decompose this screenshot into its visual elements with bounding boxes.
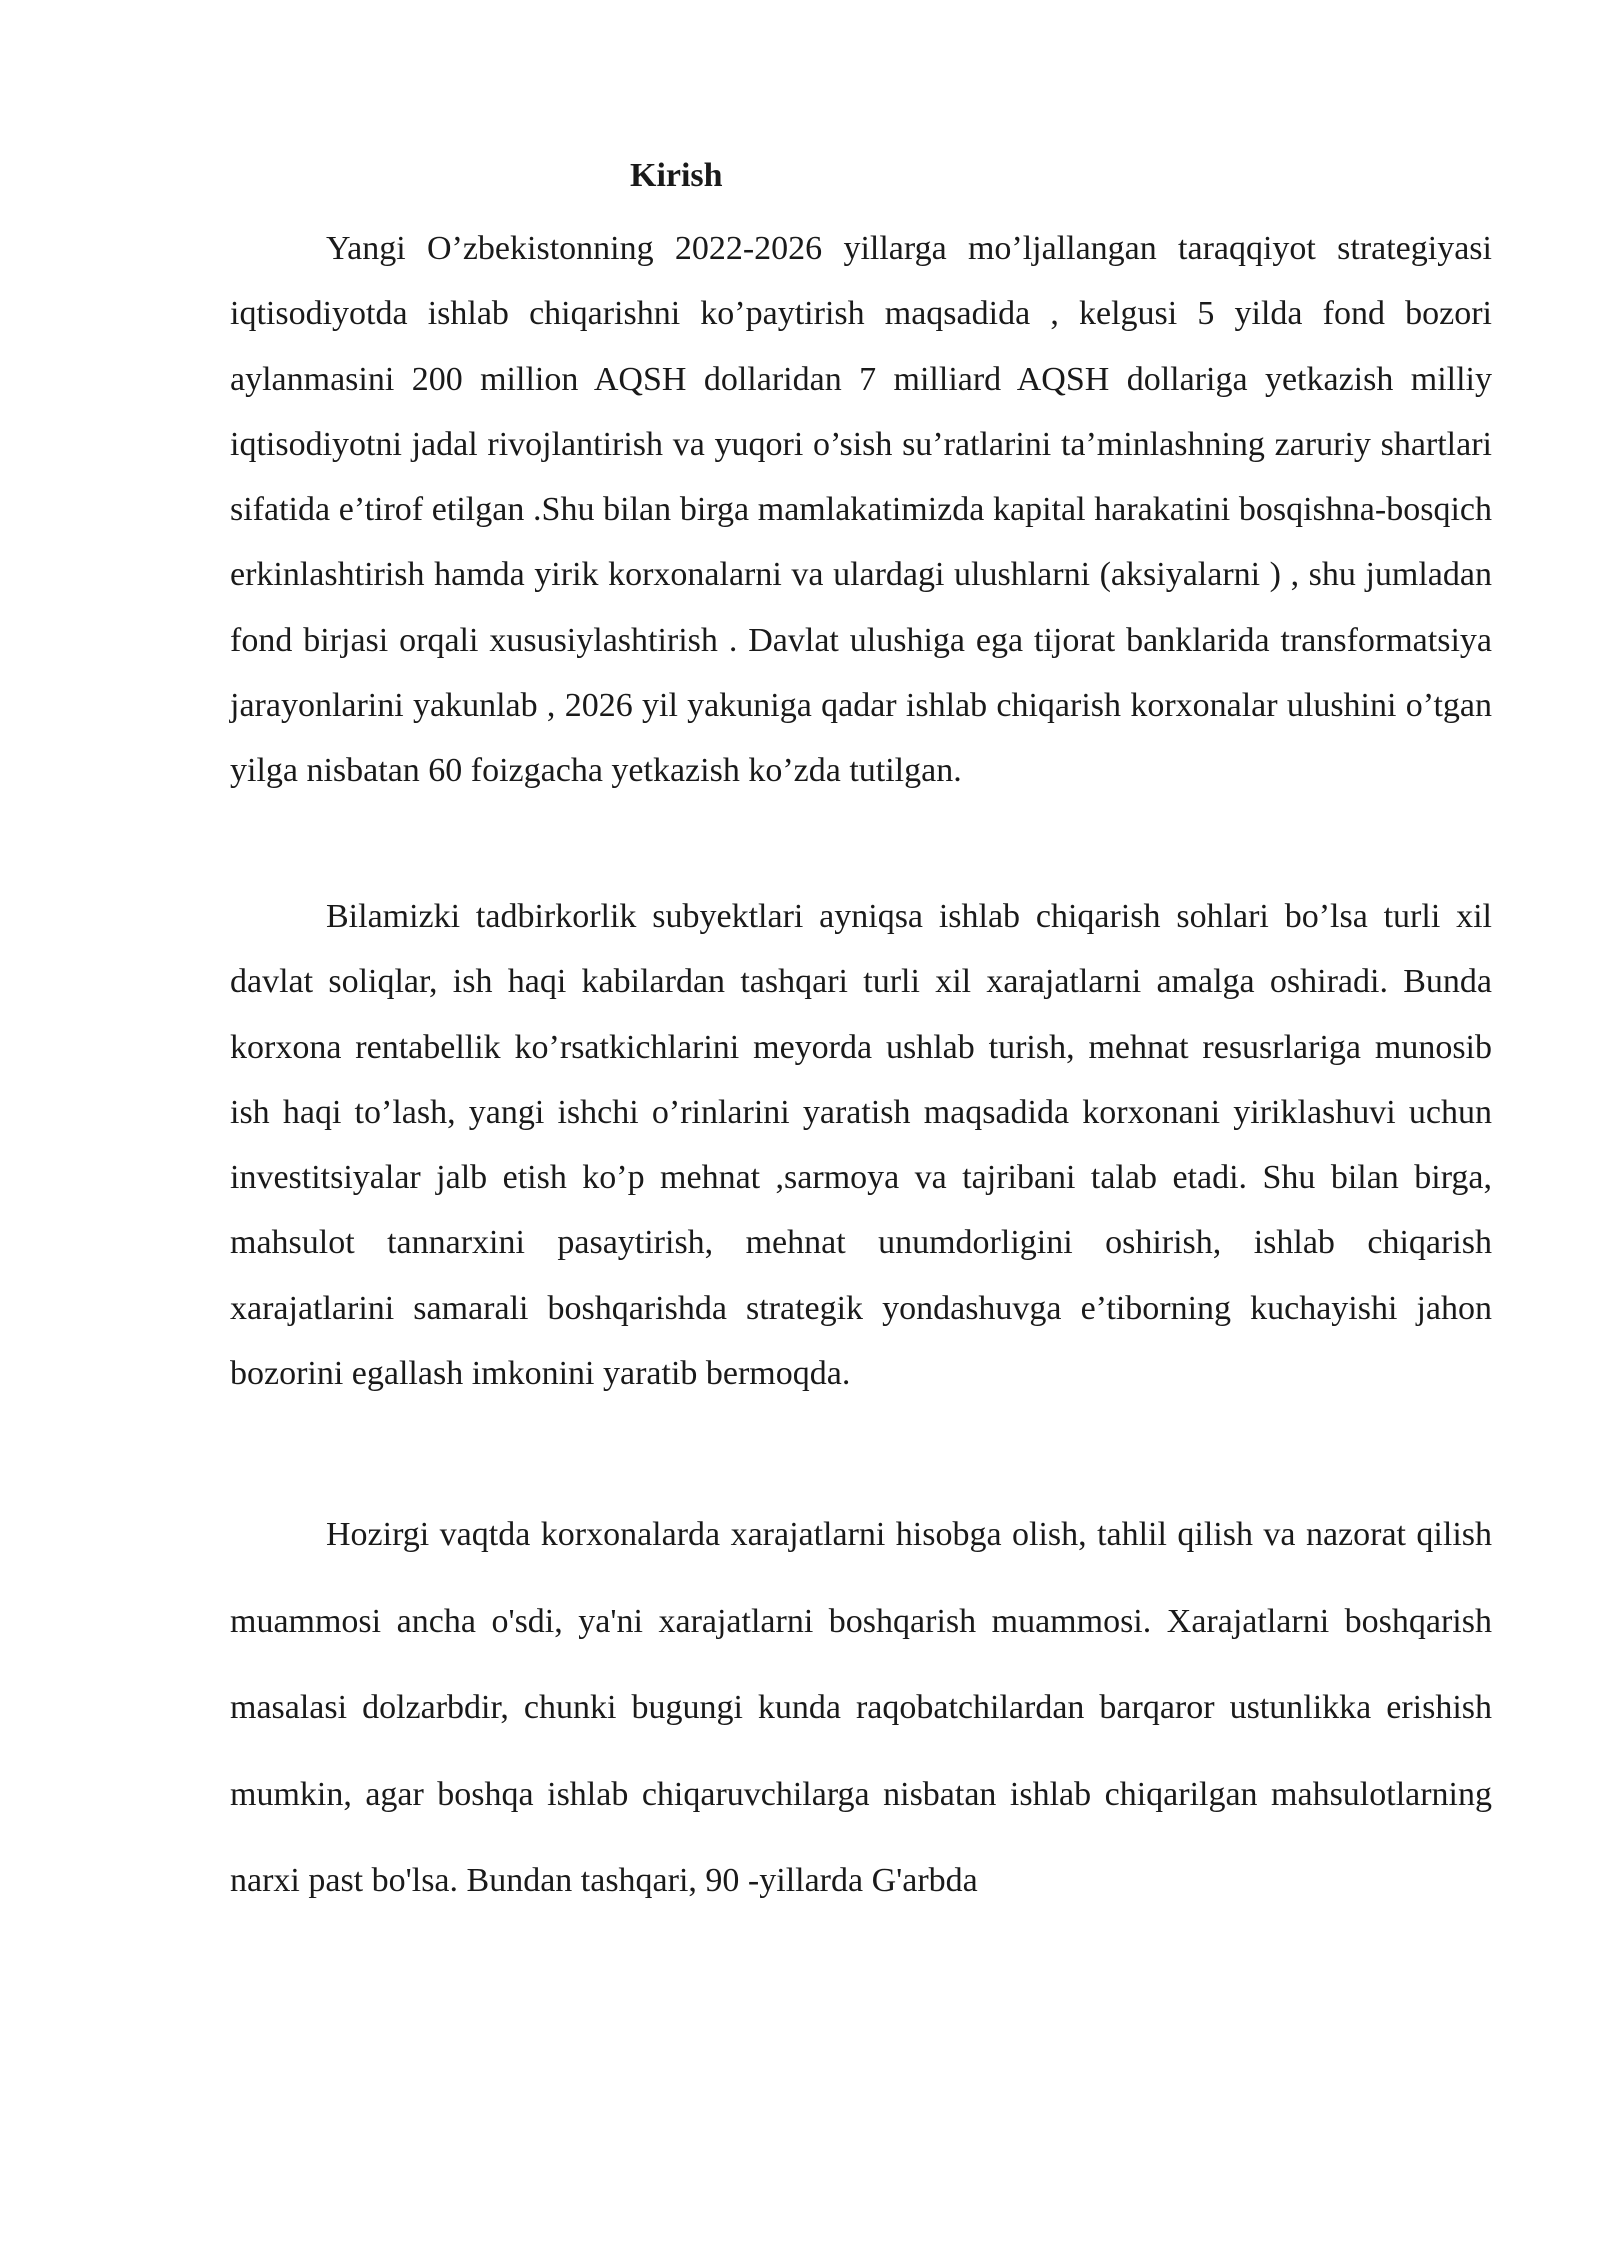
paragraph-2: Bilamizki tadbirkorlik subyektlari ayniqsa ishlab chiqarish sohlari bo’lsa turli xil davlat soliqlar, ish haqi kabilardan tashqari turli xil xarajatlarni amalga oshiradi. Bunda korxona rentabellik ko’rsatkichlarini meyorda ushlab turish, mehnat resusrlariga munosib ish haqi to’lash, yangi ishchi o’rinlarini yaratish maqsadida korxonani yiriklashuvi uchun investitsiyalar jalb etish ko’p mehnat ,sarmoya va tajribani talab etadi. Shu bilan birga, mahsulot tannarxini pasaytirish, mehnat unumdorligini oshirish, ishlab chiqarish xarajatlarini samarali boshqarishda strategik yondashuvga e’tiborning kuchayishi jahon bozorini egallash imkonini yaratib bermoqda. [230,898,1492,1393]
paragraph-1: Yangi O’zbekistonning 2022-2026 yillarga mo’ljallangan taraqqiyot strategiyasi iqtisodiyotda ishlab chiqarishni ko’paytirish maqsadida , kelgusi 5 yilda fond bozori aylanmasini 200 million AQSH dollaridan 7 milliard AQSH dollariga yetkazish milliy iqtisodiyotni jadal rivojlantirish va yuqori o’sish su’ratlarini ta’minlashning zaruriy shartlari sifatida e’tirof etilgan .Shu bilan birga mamlakatimizda kapital harakatini bosqishna-bosqich erkinlashtirish hamda yirik korxonalarni va ulardagi ulushlarni (aksiyalarni ) , shu jumladan fond birjasi orqali xususiylashtirish . Davlat ulushiga ega tijorat banklarida transformatsiya jarayonlarini yakunlab , 2026 yil yakuniga qadar ishlab chiqarish korxonalar ulushini o’tgan yilga nisbatan 60 foizgacha yetkazish ko’zda tutilgan. [230,230,1492,790]
paragraph-3: Hozirgi vaqtda korxonalarda xarajatlarni hisobga olish, tahlil qilish va nazorat qilish muammosi ancha o'sdi, ya'ni xarajatlarni boshqarish muammosi. Xarajatlarni boshqarish masalasi dolzarbdir, chunki bugungi kunda raqobatchilardan barqaror ustunlikka erishish mumkin, agar boshqa ishlab chiqaruvchilarga nisbatan ishlab chiqarilgan mahsulotlarning narxi past bo'lsa. Bundan tashqari, 90 -yillarda G'arbda [230,1516,1492,1900]
document-heading: Kirish [630,157,723,194]
